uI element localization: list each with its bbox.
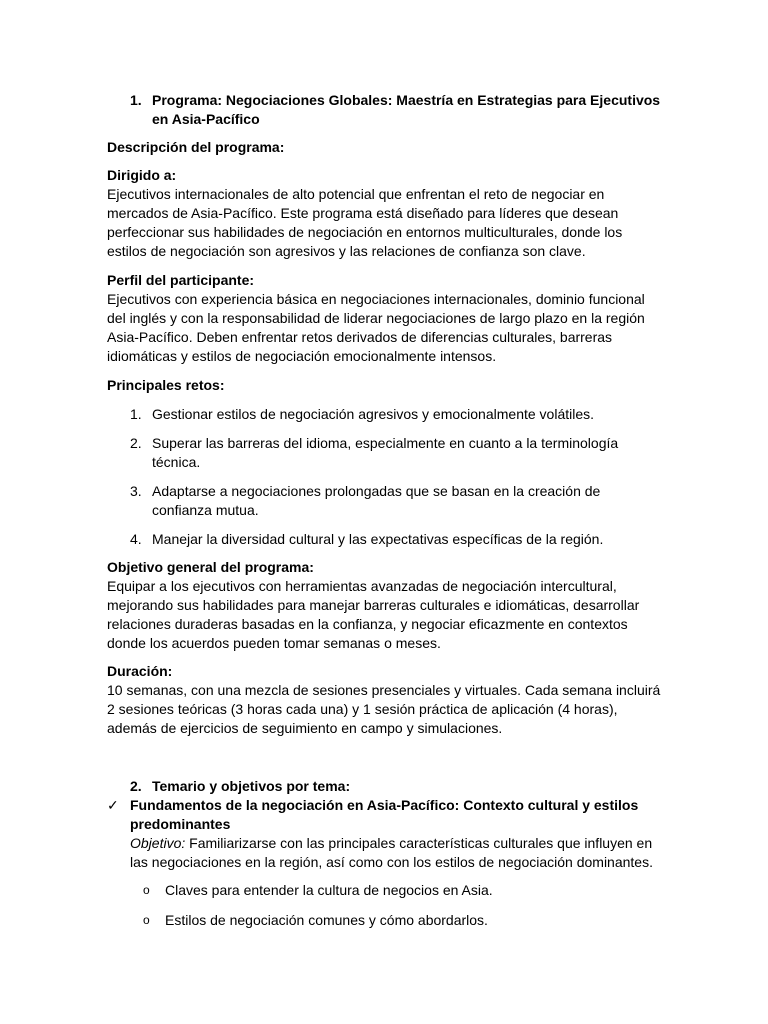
reto-number: 4. [130, 531, 142, 547]
duracion-text: 10 semanas, con una mezcla de sesiones presenciales y virtuales. Cada semana incluirá 2 sesiones teóricas (3 horas cada una) y 1 sesión práctica de aplicación (4 horas), además de ejercicios de seguimiento en campo y simulaciones. [107, 682, 661, 736]
objetivo-text: Equipar a los ejecutivos con herramientas avanzadas de negociación intercultural, mejorando sus habilidades para manejar barreras culturales e idiomáticas, desarrollar relaciones duraderas basadas en la confianza, y negociar eficazmente en contextos donde los acuerdos pueden tomar semanas o meses. [107, 578, 640, 651]
reto-item: Manejar la diversidad cultural y las expectativas específicas de la región. [152, 531, 604, 547]
perfil-text: Ejecutivos con experiencia básica en negociaciones internacionales, dominio funcional del inglés y con la responsabilidad de liderar negociaciones de largo plazo en la región Asia-Pacífico. Deben enfrentar retos derivados de diferencias culturales, barreras idiomáticas y estilos de negociación emocionalmente intensos. [107, 291, 645, 364]
tema-1-bullet: Claves para entender la cultura de negocios en Asia. [165, 882, 493, 898]
reto-item: Gestionar estilos de negociación agresivos y emocionalmente volátiles. [152, 406, 595, 422]
reto-item: Superar las barreras del idioma, especialmente en cuanto a la terminología técnica. [152, 435, 619, 470]
objetivo-description: Familiarizarse con las principales características culturales que influyen en las negociaciones en la región, así como con los estilos de negociación dominantes. [130, 835, 653, 870]
objetivo-heading: Objetivo general del programa: [107, 559, 314, 575]
dirigido-heading: Dirigido a: [107, 167, 177, 183]
circle-bullet-icon: o [143, 883, 150, 897]
retos-heading: Principales retos: [107, 377, 225, 393]
section-1-number: 1. [130, 92, 142, 108]
tema-1-objetivo [130, 834, 660, 872]
tema-1-bullet: Estilos de negociación comunes y cómo abordarlos. [165, 912, 488, 928]
perfil-heading: Perfil del participante: [107, 272, 255, 288]
descripcion-heading: Descripción del programa: [107, 139, 285, 155]
reto-item: Adaptarse a negociaciones prolongadas que se basan en la creación de confianza mutua. [152, 483, 601, 518]
duracion-heading: Duración: [107, 663, 173, 679]
tema-1-title: Fundamentos de la negociación en Asia-Pacífico: Contexto cultural y estilos predominantes [130, 797, 639, 832]
checkmark-icon: ✓ [107, 797, 119, 813]
section-1-title: Programa: Negociaciones Globales: Maestría en Estrategias para Ejecutivos en Asia-Pacífico [152, 92, 661, 127]
section-2-title: Temario y objetivos por tema: [152, 778, 351, 794]
dirigido-text: Ejecutivos internacionales de alto potencial que enfrentan el reto de negociar en mercados de Asia-Pacífico. Este programa está diseñado para líderes que desean perfeccionar sus habilidades de negociación en entornos multiculturales, donde los estilos de negociación son agresivos y las relaciones de confianza son clave. [107, 186, 623, 259]
reto-number: 2. [130, 435, 142, 451]
section-2-number: 2. [130, 778, 142, 794]
circle-bullet-icon: o [143, 913, 150, 927]
reto-number: 1. [130, 406, 142, 422]
objetivo-label: Objetivo: [130, 835, 186, 851]
reto-number: 3. [130, 483, 142, 499]
